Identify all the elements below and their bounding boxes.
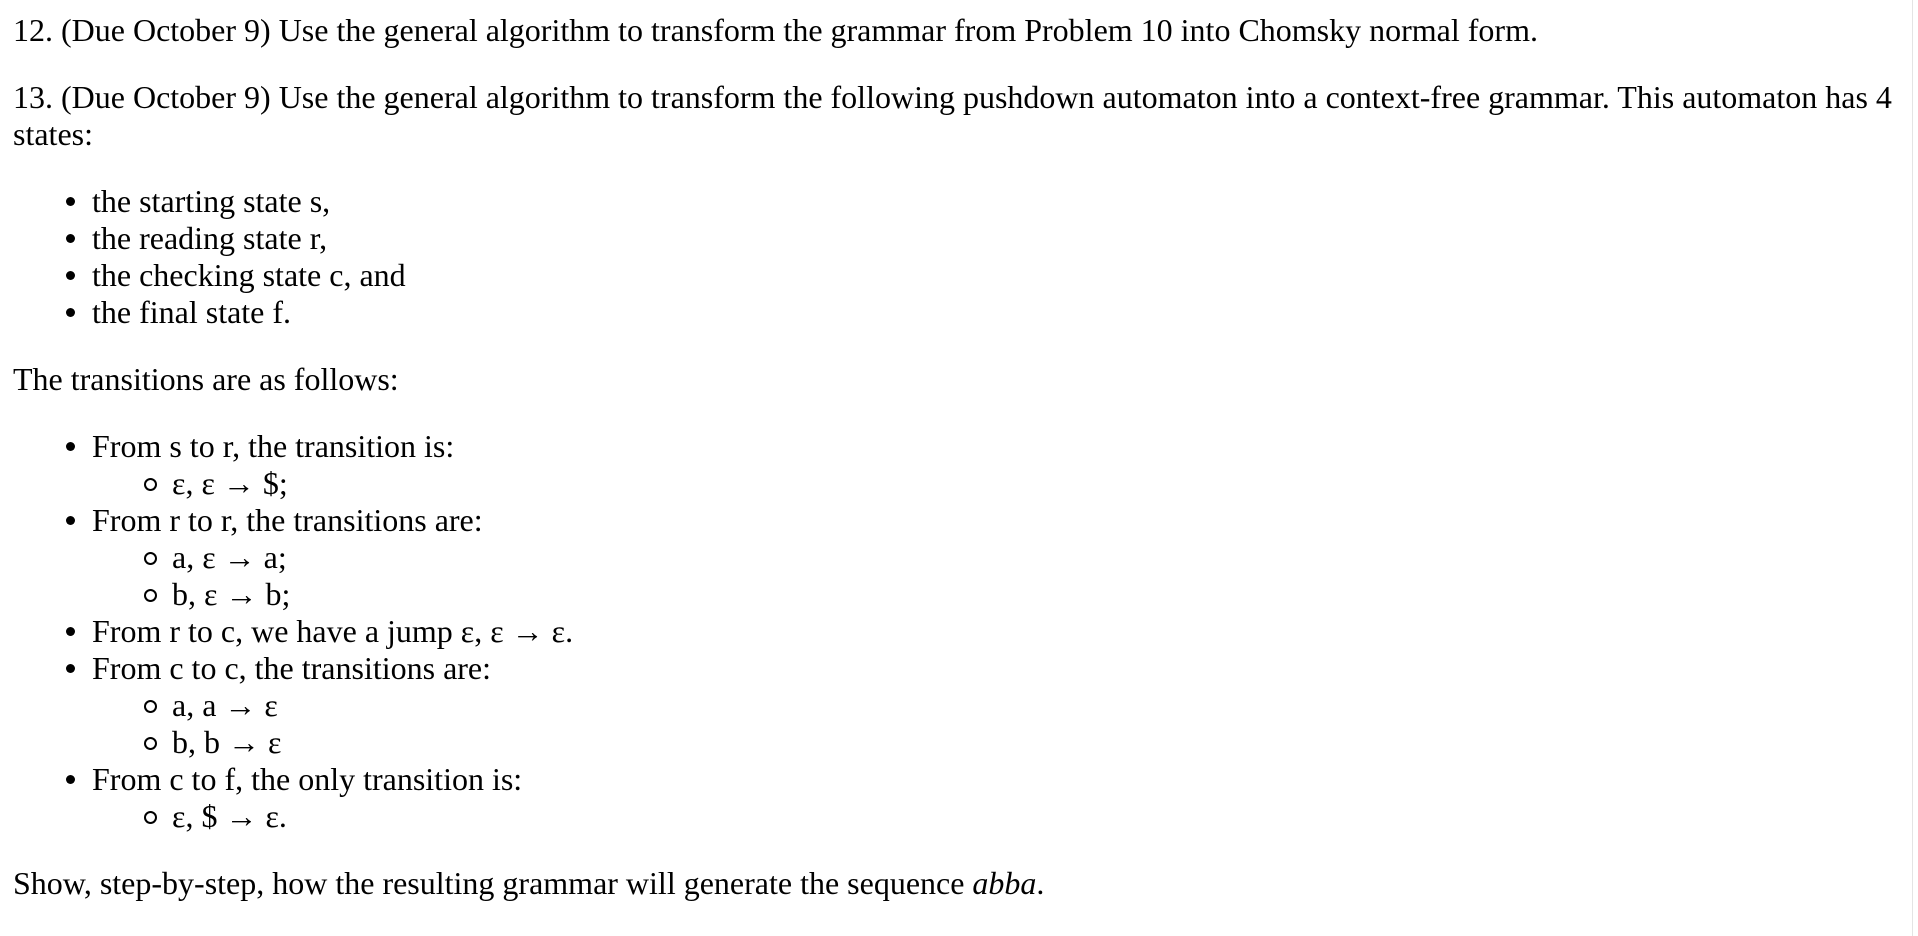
transition-group-r-to-c [92,613,1903,650]
transition-rule: a, ε → a; [172,539,1903,576]
transition-group-r-to-r [92,502,1903,613]
transition-sublist [92,539,1903,613]
transition-group-c-to-c [92,650,1903,761]
transition-rule: b, b → ε [172,724,1903,761]
transitions-list [13,428,1903,835]
transition-group-c-to-f [92,761,1903,835]
transition-rule: ε, ε → $; [172,465,1903,502]
transition-sublist [92,798,1903,835]
closing-sequence: abba [972,865,1037,901]
state-item-start: the starting state s, [92,183,1903,220]
transition-group-label: From r to r, the transitions are: [92,502,483,538]
problem-13-intro: 13. (Due October 9) Use the general algorithm to transform the following pushdown automaton into a context-free grammar. This automaton has 4 states: [13,79,1892,152]
vertical-scrollbar[interactable] [1912,0,1918,936]
transition-sublist [92,687,1903,761]
transition-group-s-to-r [92,428,1903,502]
closing-prefix: Show, step-by-step, how the resulting grammar will generate the sequence [13,865,973,901]
problem-12-text: 12. (Due October 9) Use the general algorithm to transform the grammar from Problem 10 into Chomsky normal form. [13,12,1538,48]
closing-instruction [13,865,1903,902]
transition-rule: ε, $ → ε. [172,798,1903,835]
transition-group-label: From s to r, the transition is: [92,428,455,464]
transition-group-label: From r to c, we have a jump ε, ε → ε. [92,613,574,649]
transition-rule: b, ε → b; [172,576,1903,613]
transition-rule: a, a → ε [172,687,1903,724]
transition-group-label: From c to c, the transitions are: [92,650,492,686]
state-item-reading: the reading state r, [92,220,1903,257]
transition-group-label: From c to f, the only transition is: [92,761,523,797]
transitions-intro: The transitions are as follows: [13,361,399,397]
transition-sublist [92,465,1903,502]
states-list [13,183,1903,331]
document-page [13,12,1903,902]
state-item-final: the final state f. [92,294,1903,331]
closing-suffix: . [1036,865,1045,901]
state-item-checking: the checking state c, and [92,257,1903,294]
